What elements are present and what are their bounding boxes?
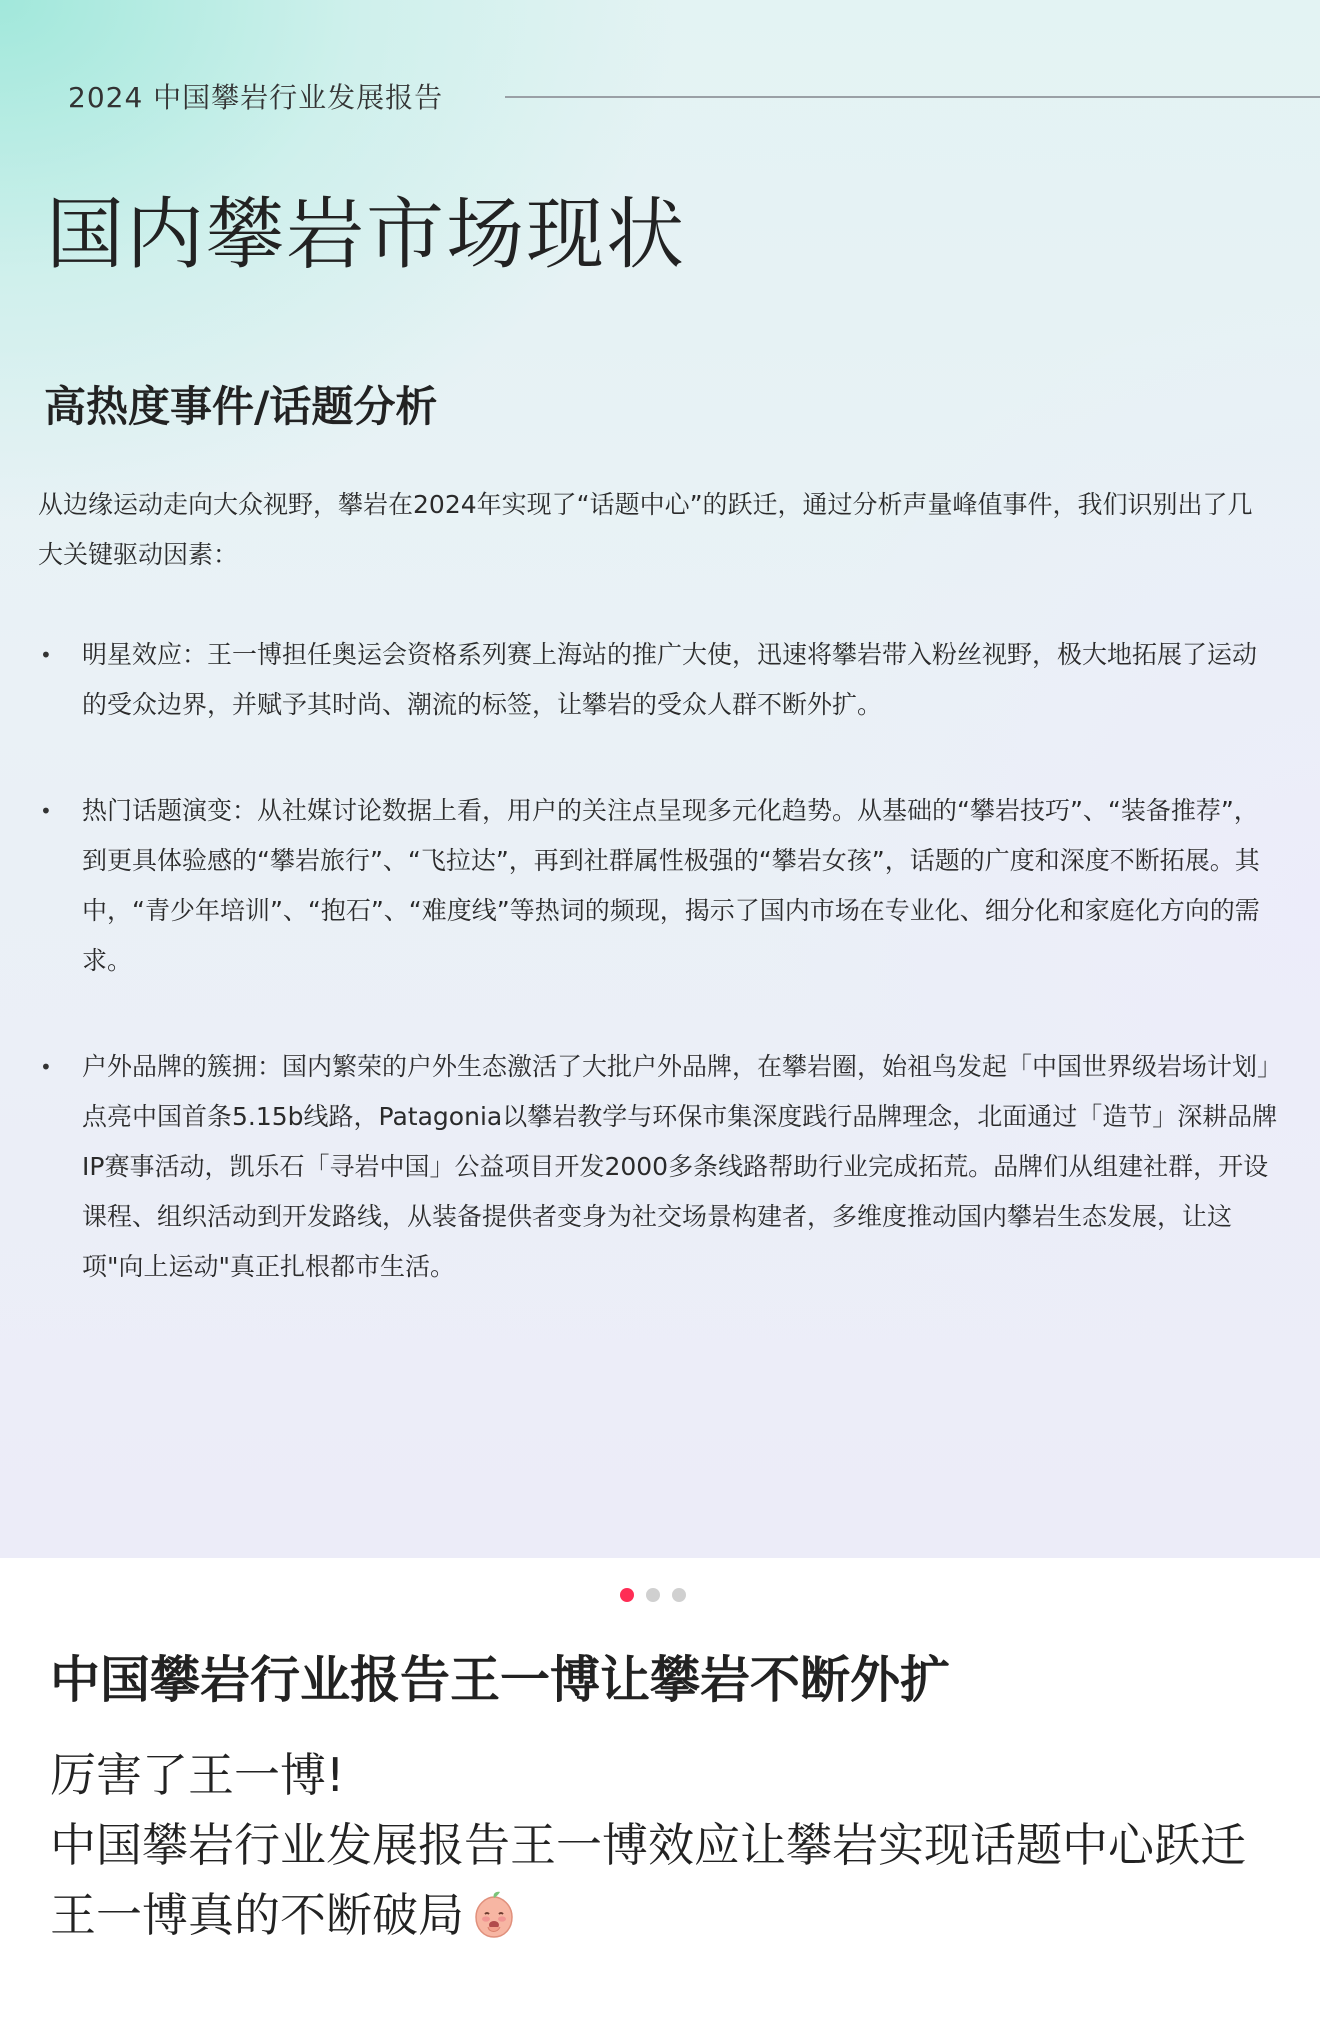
post-line-with-emoji [50, 1880, 1270, 1950]
bullet-list [38, 630, 1278, 1348]
bullet-marker: • [40, 799, 52, 823]
intro-paragraph: 从边缘运动走向大众视野，攀岩在2024年实现了“话题中心”的跃迁，通过分析声量峰值事件，我们识别出了几大关键驱动因素： [38, 490, 1253, 569]
bullet-text: 明星效应：王一博担任奥运会资格系列赛上海站的推广大使，迅速将攀岩带入粉丝视野，极大地拓展了运动的受众边界，并赋予其时尚、潮流的标签，让攀岩的受众人群不断外扩。 [82, 640, 1258, 719]
bullet-marker: • [40, 1055, 52, 1079]
header-divider [505, 96, 1320, 98]
bullet-item [38, 786, 1278, 986]
post-title: 中国攀岩行业报告王一博让攀岩不断外扩 [50, 1651, 950, 1709]
peach-face-emoji-icon [468, 1889, 520, 1941]
post-line: 王一博真的不断破局 [50, 1888, 464, 1942]
bullet-item [38, 630, 1278, 730]
bullet-text: 热门话题演变：从社媒讨论数据上看，用户的关注点呈现多元化趋势。从基础的“攀岩技巧”、“装备推荐”，到更具体验感的“攀岩旅行”、“飞拉达”，再到社群属性极强的“攀岩女孩”，话题的广度和深度不断拓展。其中，“青少年培训”、“抱石”、“难度线”等热词的频现，揭示了国内市场在专业化、细分化和家庭化方向的需求。 [82, 796, 1260, 975]
post-body [50, 1740, 1270, 1950]
bullet-item [38, 1042, 1278, 1292]
post-line: 厉害了王一博! [50, 1748, 345, 1802]
carousel-dot[interactable] [672, 1588, 686, 1602]
carousel-indicator[interactable] [620, 1588, 686, 1602]
slide-subtitle: 高热度事件/话题分析 [44, 382, 438, 431]
slide-title: 国内攀岩市场现状 [46, 190, 687, 280]
carousel-dot-active[interactable] [620, 1588, 634, 1602]
post-line: 中国攀岩行业发展报告王一博效应让攀岩实现话题中心跃迁 [50, 1818, 1246, 1872]
bullet-text: 户外品牌的簇拥：国内繁荣的户外生态激活了大批户外品牌，在攀岩圈，始祖鸟发起「中国世界级岩场计划」点亮中国首条5.15b线路，Patagonia以攀岩教学与环保市集深度践行品牌理念，北面通过「造节」深耕品牌IP赛事活动，凯乐石「寻岩中国」公益项目开发2000多条线路帮助行业完成拓荒。品牌们从组建社群，开设课程、组织活动到开发路线，从装备提供者变身为社交场景构建者，多维度推动国内攀岩生态发展，让这项"向上运动"真正扎根都市生活。 [82, 1052, 1278, 1281]
bullet-marker: • [40, 643, 52, 667]
carousel-dot[interactable] [646, 1588, 660, 1602]
report-header: 2024 中国攀岩行业发展报告 [68, 81, 444, 114]
